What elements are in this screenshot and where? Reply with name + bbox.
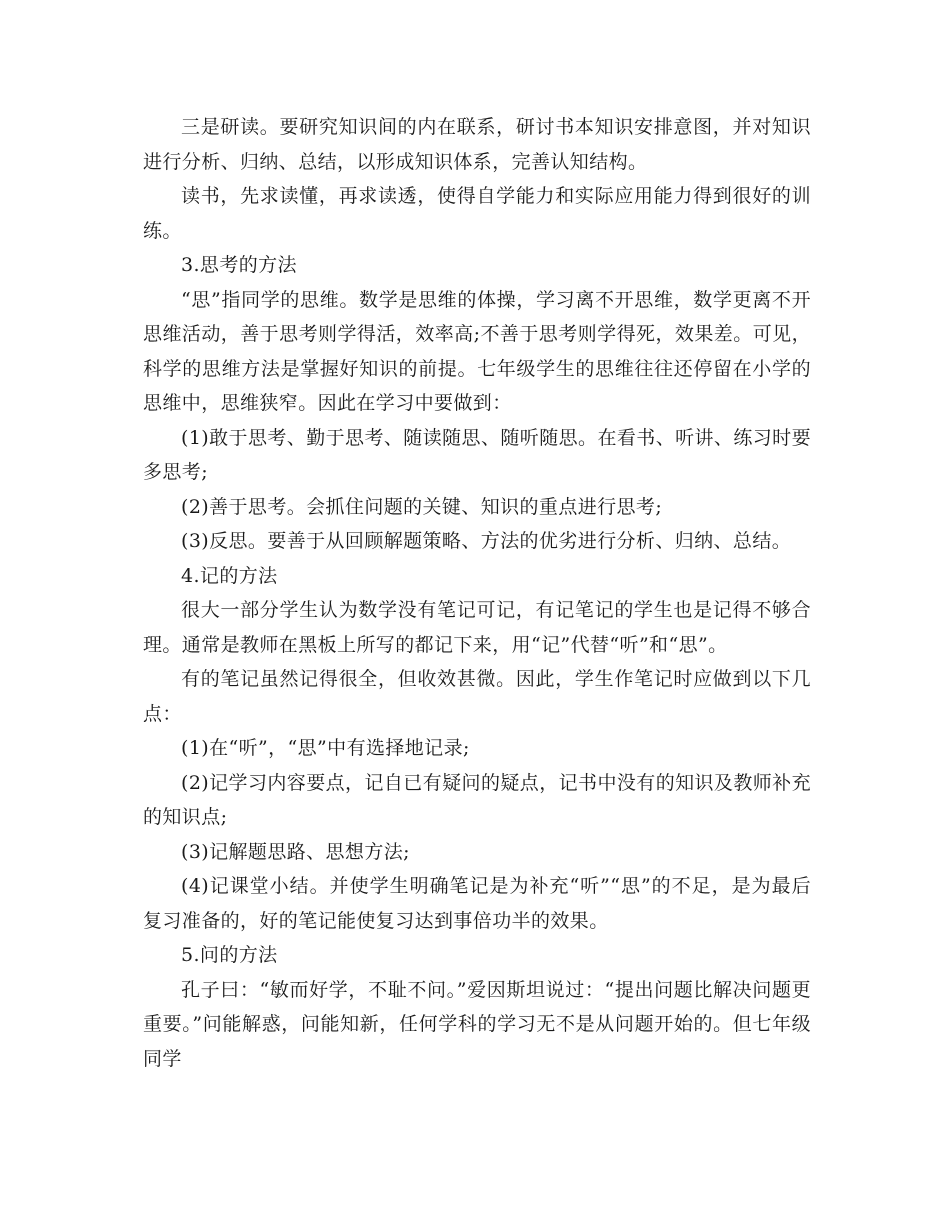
list-item-thinking-2: (2)善于思考。会抓住问题的关键、知识的重点进行思考; [181,495,663,518]
paragraph-asking-intro: 孔子曰：“敏而好学，不耻不问。”爱因斯坦说过：“提出问题比解决问题更重要。”问能解惑，问能知新，任何学科的学习无不是从问题开始的。但七年级同学 [143,978,811,1070]
list-item-notes-4: (4)记课堂小结。并使学生明确笔记是为补充“听”“思”的不足，是为最后复习准备的，好的笔记能使复习达到事倍功半的效果。 [143,875,811,932]
list-item-notes-1: (1)在“听”，“思”中有选择地记录; [181,737,470,759]
paragraph-reading-summary: 读书，先求读懂，再求读透，使得自学能力和实际应用能力得到很好的训练。 [143,185,811,242]
document-body [143,110,811,1076]
heading-notes-method: 4.记的方法 [181,564,278,587]
heading-thinking-method: 3.思考的方法 [181,254,297,276]
paragraph-research-reading: 三是研读。要研究知识间的内在联系，研讨书本知识安排意图，并对知识进行分析、归纳、总结，以形成知识体系，完善认知结构。 [143,116,811,173]
list-item-notes-2: (2)记学习内容要点，记自已有疑问的疑点，记书中没有的知识及教师补充的知识点; [143,771,811,828]
heading-asking-method: 5.问的方法 [181,944,278,966]
paragraph-notes-intro: 很大一部分学生认为数学没有笔记可记，有记笔记的学生也是记得不够合理。通常是教师在黑板上所写的都记下来，用“记”代替“听”和“思”。 [143,599,811,656]
list-item-thinking-1: (1)敢于思考、勤于思考、随读随思、随听随思。在看书、听讲、练习时要多思考; [143,426,811,483]
list-item-thinking-3: (3)反思。要善于从回顾解题策略、方法的优劣进行分析、归纳、总结。 [181,530,792,552]
paragraph-notes-points: 有的笔记虽然记得很全，但收效甚微。因此，学生作笔记时应做到以下几点： [143,668,811,725]
paragraph-thinking-intro: “思”指同学的思维。数学是思维的体操，学习离不开思维，数学更离不开思维活动，善于思考则学得活，效率高;不善于思考则学得死，效果差。可见，科学的思维方法是掌握好知识的前提。七年级学生的思维往往还停留在小学的思维中，思维狭窄。因此在学习中要做到： [143,288,811,414]
list-item-notes-3: (3)记解题思路、思想方法; [181,840,410,863]
